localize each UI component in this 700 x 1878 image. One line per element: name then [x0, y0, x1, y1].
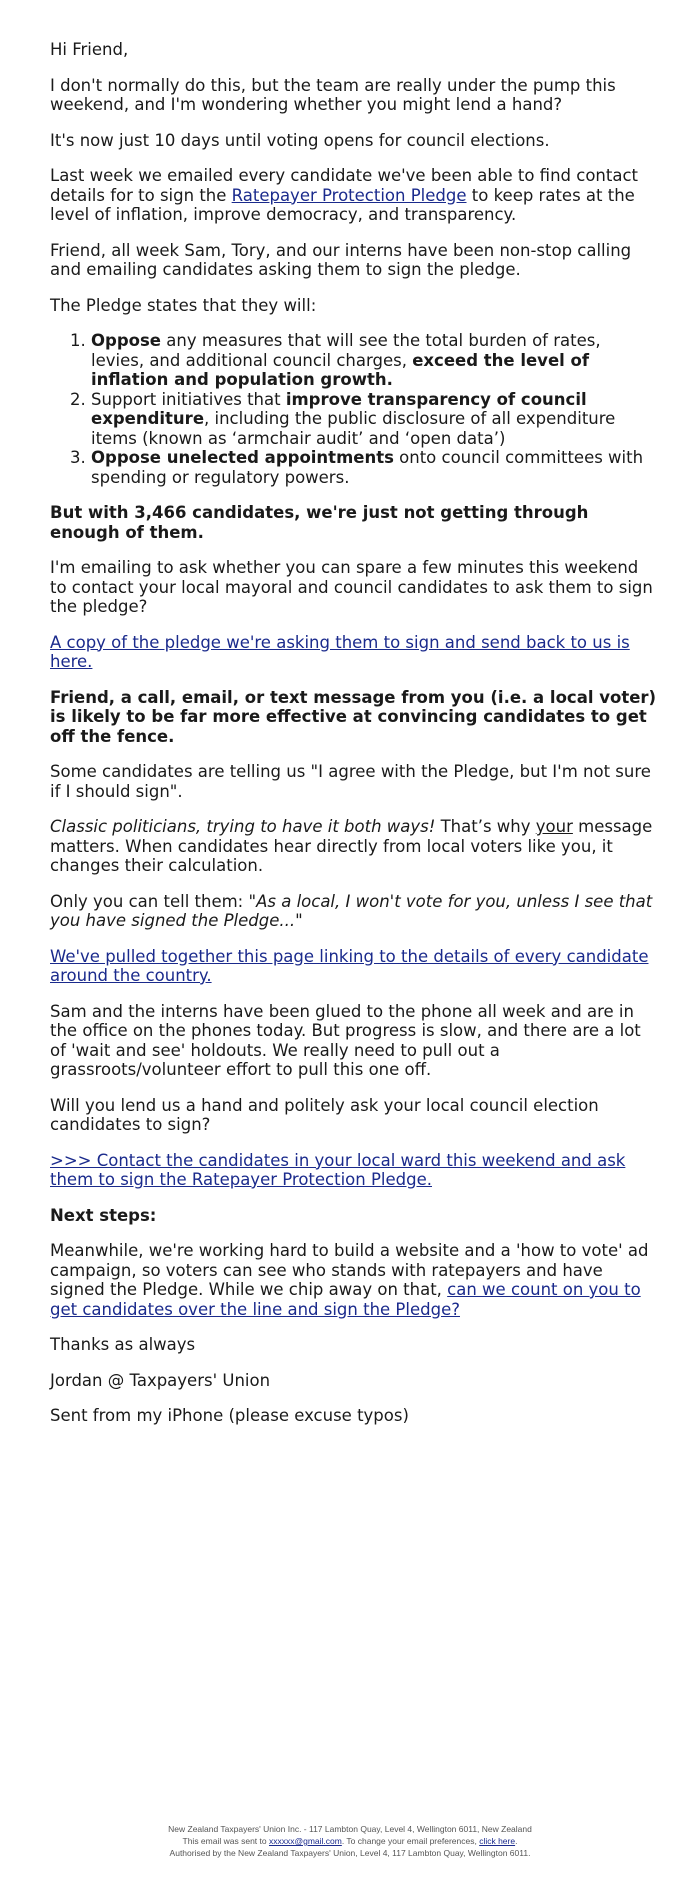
greeting: Hi Friend,	[50, 40, 129, 59]
team-calling-paragraph: Friend, all week Sam, Tory, and our interns have been non-stop calling and emailing candidates asking them to sign the pledge.	[50, 240, 632, 279]
text-segment: to keep rates at the level of inflation, improve democracy, and transparency.	[50, 185, 635, 224]
email-footer	[0, 1823, 700, 1859]
pledge-item-text: Support initiatives that	[91, 389, 286, 409]
progress-paragraph: Sam and the interns have been glued to the phone all week and are in the office on the phones today. But progress is slow, and there are a lot of 'wait and see' holdouts. We really need to pull out a grassroots/volunteer effort to pull this one off.	[50, 1001, 641, 1079]
text-segment: As a local, I won't vote for you, unless I see that you have signed the Pledge...	[50, 891, 653, 930]
website-paragraph	[50, 1241, 658, 1319]
text-segment: Last week we emailed every candidate we've been able to find contact details for to sign the	[50, 166, 638, 205]
pledge-list	[50, 331, 658, 487]
recipient-email-link[interactable]: xxxxxx@gmail.com	[268, 1836, 342, 1846]
text-segment: message matters. When candidates hear directly from local voters like you, it changes their calculation.	[50, 817, 653, 875]
text-segment: . To change your email preferences,	[341, 1836, 480, 1846]
voting-countdown-paragraph: It's now just 10 days until voting opens for council elections.	[50, 130, 550, 150]
text-segment: Classic politicians, trying to have it both ways!	[50, 817, 436, 836]
pledge-item-1	[91, 331, 658, 390]
footer-preferences	[0, 1835, 700, 1847]
text-segment: your	[535, 817, 573, 836]
pledge-item-bold: Oppose unelected appointments	[91, 448, 394, 467]
intro-paragraph: I don't normally do this, but the team are really under the pump this weekend, and I'm wondering whether you might lend a hand?	[50, 75, 616, 114]
footer-address: New Zealand Taxpayers' Union Inc. - 117 Lambton Quay, Level 4, Wellington 6011, New Zealand	[168, 1824, 532, 1834]
pledge-copy-link[interactable]: A copy of the pledge we're asking them to sign and send back to us is here.	[50, 632, 630, 671]
emailed-candidates-paragraph	[50, 166, 658, 225]
candidates-page-paragraph	[50, 947, 658, 986]
pledge-states-paragraph: The Pledge states that they will:	[50, 295, 317, 315]
email-body	[50, 40, 658, 1442]
text-segment: Meanwhile, we're working hard to build a website and a 'how to vote' ad campaign, so voters can see who stands with ratepayers and have signed the Pledge. While we chip away on that,	[50, 1241, 649, 1299]
contact-candidates-paragraph	[50, 1151, 658, 1190]
pledge-item-bold: improve transparency of council expenditure	[91, 389, 587, 428]
contact-candidates-link[interactable]: >>> Contact the candidates in your local ward this weekend and ask them to sign the Ratepayer Protection Pledge.	[50, 1150, 626, 1189]
footer-authorisation: Authorised by the New Zealand Taxpayers' Union, Level 4, 117 Lambton Quay, Wellington 6011.	[169, 1848, 531, 1858]
candidates-count-paragraph: But with 3,466 candidates, we're just not getting through enough of them.	[50, 503, 589, 542]
text-segment: That’s why	[435, 817, 536, 836]
classic-politicians-paragraph	[50, 817, 658, 876]
pledge-item-lead: Oppose	[91, 331, 161, 350]
pledge-item-text: , including the public disclosure of all expenditure items (known as ‘armchair audit’ and ‘open data’)	[91, 409, 616, 448]
pledge-item-3	[91, 448, 658, 487]
ask-paragraph: I'm emailing to ask whether you can spare a few minutes this weekend to contact your local mayoral and council candidates to ask them to sign the pledge?	[50, 558, 653, 616]
candidates-page-link[interactable]: We've pulled together this page linking to the details of every candidate around the country.	[50, 946, 649, 985]
text-segment: .	[515, 1836, 518, 1846]
lend-hand-paragraph: Will you lend us a hand and politely ask your local council election candidates to sign?	[50, 1095, 599, 1134]
ratepayer-pledge-link[interactable]: Ratepayer Protection Pledge	[231, 185, 467, 205]
pledge-item-bold: exceed the level of inflation and population growth.	[91, 350, 590, 389]
only-you-paragraph	[50, 892, 658, 931]
local-voter-paragraph: Friend, a call, email, or text message from you (i.e. a local voter) is likely to be far more effective at convincing candidates to get off the fence.	[50, 687, 657, 746]
pledge-item-2	[91, 390, 658, 449]
text-segment: This email was sent to	[182, 1836, 269, 1846]
next-steps-heading: Next steps:	[50, 1205, 157, 1225]
text-segment: Only you can tell them: "	[50, 891, 257, 911]
pledge-item-text: onto council committees with spending or regulatory powers.	[91, 448, 644, 487]
sent-from-note: Sent from my iPhone (please excuse typos)	[50, 1406, 409, 1425]
candidates-quote-paragraph: Some candidates are telling us "I agree with the Pledge, but I'm not sure if I should sign".	[50, 762, 651, 801]
signoff: Thanks as always	[50, 1335, 196, 1354]
count-on-you-link[interactable]: can we count on you to get candidates over the line and sign the Pledge?	[50, 1280, 641, 1319]
text-segment: "	[295, 911, 303, 930]
pledge-item-text: any measures that will see the total burden of rates, levies, and additional council charges,	[91, 331, 601, 370]
email-preferences-link[interactable]: click here	[479, 1836, 516, 1846]
signature: Jordan @ Taxpayers' Union	[50, 1370, 271, 1390]
pledge-copy-paragraph	[50, 633, 658, 672]
